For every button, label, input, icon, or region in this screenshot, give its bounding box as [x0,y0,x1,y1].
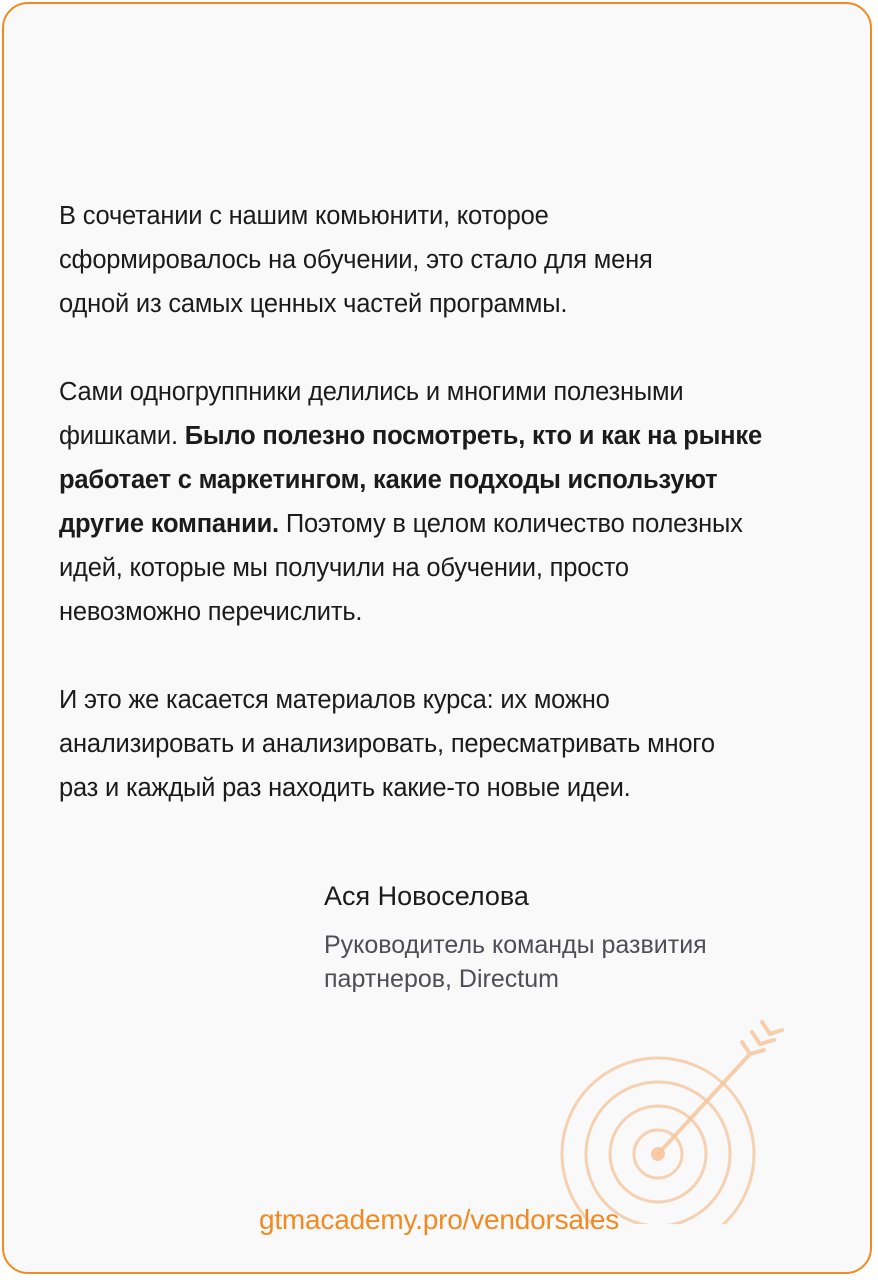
paragraph-2-line-6: невозможно перечислить. [59,598,363,626]
testimonial-text [59,194,839,854]
paragraph-3 [59,678,839,810]
paragraph-2-line-2-bold: Было полезно посмотреть, кто и как на рынке [184,422,762,450]
paragraph-1-line-1: В сочетании с нашим комьюнити, которое [59,202,549,230]
paragraph-2 [59,370,839,634]
paragraph-2-line-3: работает с маркетингом, какие подходы используют [59,466,718,494]
paragraph-1 [59,194,839,326]
footer-link[interactable]: gtmacademy.pro/vendorsales [258,1204,620,1235]
author-role [324,928,824,996]
paragraph-2-line-5: идей, которые мы получили на обучении, просто [59,554,629,582]
paragraph-2-line-4-regular: Поэтому в целом количество полезных [278,510,743,538]
target-icon [560,1014,790,1224]
paragraph-2-line-2-regular: фишками. [59,422,185,450]
paragraph-1-line-3: одной из самых ценных частей программы. [59,290,568,318]
paragraph-2-line-4 [59,502,839,546]
author-role-line-2: партнеров, Directum [324,965,559,993]
paragraph-2-line-1: Сами одногруппники делились и многими полезными [59,378,684,406]
paragraph-2-line-4-bold: другие компании. [59,510,279,538]
paragraph-3-line-2: анализировать и анализировать, пересматривать много [59,730,715,758]
testimonial-card [2,2,872,1274]
author-signature [324,876,824,996]
paragraph-2-line-2 [59,414,839,458]
author-role-line-1: Руководитель команды развития [324,931,707,959]
paragraph-1-line-2: сформировалось на обучении, это стало для меня [59,246,653,274]
author-name: Ася Новоселова [324,881,529,911]
paragraph-3-line-3: раз и каждый раз находить какие-то новые идеи. [59,774,631,802]
paragraph-3-line-1: И это же касается материалов курса: их можно [59,686,610,714]
